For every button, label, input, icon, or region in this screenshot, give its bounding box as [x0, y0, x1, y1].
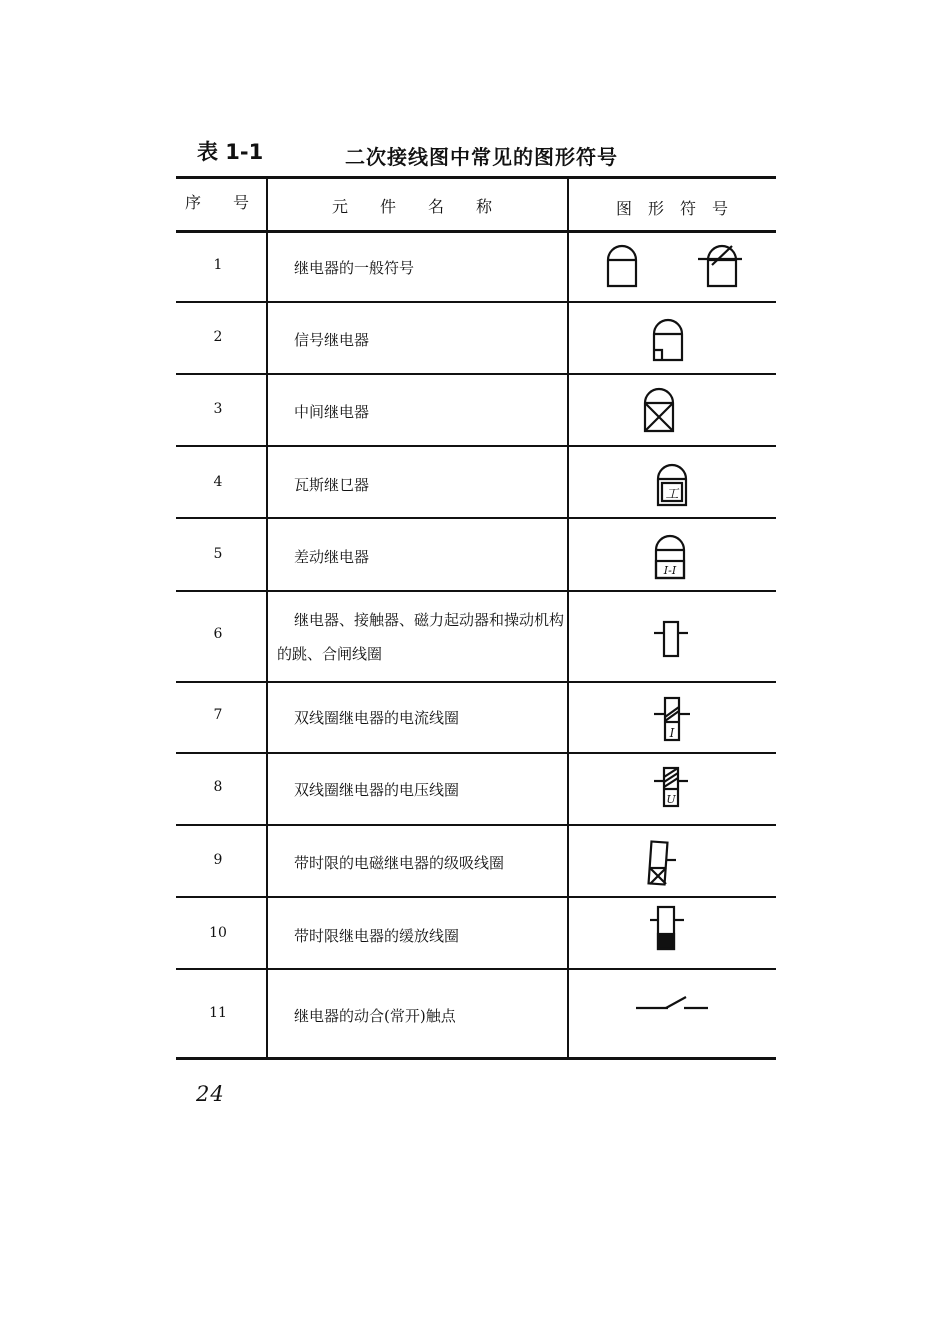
element-name: 带时限继电器的缓放线圈 [294, 927, 460, 945]
element-name: 信号继电器 [294, 331, 370, 349]
gas-relay-icon [652, 459, 696, 509]
row-number: 6 [213, 626, 223, 642]
gas-relay-label: 工 [665, 487, 679, 502]
row-number: 2 [213, 329, 223, 345]
element-name: 中间继电器 [294, 403, 370, 421]
trip-close-coil-icon [650, 616, 694, 662]
table-number: 表 1-1 [197, 140, 264, 164]
row-number: 3 [213, 401, 223, 417]
element-name: 继电器的一般符号 [294, 259, 415, 277]
row-number: 1 [213, 257, 223, 273]
current-coil-label: I [669, 726, 675, 740]
column-divider [567, 178, 569, 1058]
relay-general-icon [600, 240, 750, 292]
voltage-coil-label: U [666, 793, 676, 806]
current-coil-icon [650, 695, 694, 747]
time-delay-pickup-coil-icon [640, 838, 686, 888]
page-number: 24 [196, 1082, 225, 1106]
signal-relay-icon [648, 314, 692, 364]
header-seq: 序 号 [185, 193, 250, 212]
header-name: 元 件 名 称 [332, 197, 493, 216]
differential-relay-icon [651, 530, 695, 582]
element-name: 双线圈继电器的电压线圈 [294, 781, 460, 799]
column-divider [266, 178, 268, 1058]
row-number: 9 [213, 852, 223, 868]
row-number: 8 [213, 779, 223, 795]
intermediate-relay-icon [640, 385, 684, 435]
row-number: 4 [213, 474, 223, 490]
row-number: 10 [209, 925, 227, 941]
voltage-coil-icon [650, 765, 694, 809]
element-name: 继电器、接触器、磁力起动器和操动机构的跳、合闸线圈 [277, 611, 565, 663]
row-number: 7 [213, 707, 223, 723]
element-name: 差动继电器 [294, 548, 370, 566]
row-number: 11 [209, 1005, 227, 1021]
differential-relay-label: I-I [663, 564, 677, 577]
element-name: 双线圈继电器的电流线圈 [294, 709, 460, 727]
row-number: 5 [213, 546, 223, 562]
header-symbol: 图 形 符 号 [616, 199, 729, 218]
element-name: 瓦斯继㔾器 [294, 476, 370, 494]
element-name: 带时限的电磁继电器的级吸线圈 [294, 854, 505, 872]
table-title: 二次接线图中常见的图形符号 [345, 145, 618, 169]
element-name: 继电器的动合(常开)触点 [294, 1007, 456, 1025]
time-delay-release-coil-icon [646, 904, 690, 954]
normally-open-contact-icon [636, 994, 712, 1018]
